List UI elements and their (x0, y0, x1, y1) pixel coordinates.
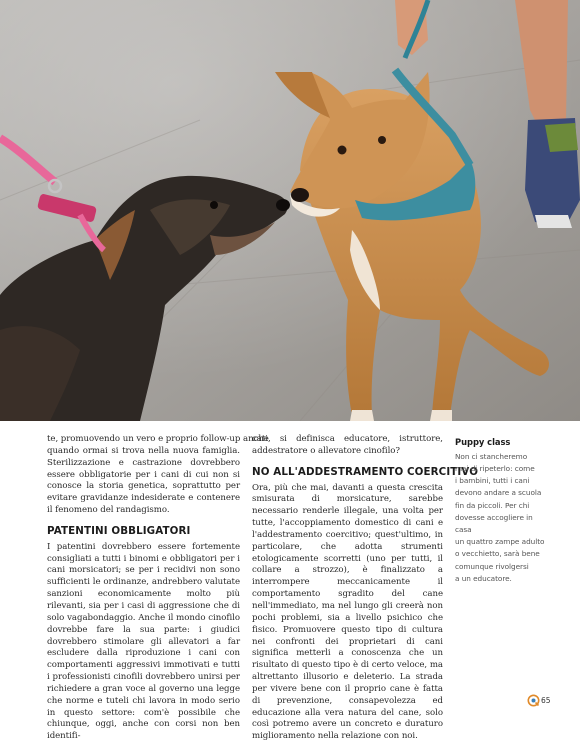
sidebar-line: i bambini, tutti i cani (455, 476, 530, 486)
sidebar-line: un quattro zampe adulto (455, 537, 545, 547)
magazine-logo-icon (527, 694, 540, 707)
tan-dog-nose (291, 188, 309, 202)
sidebar-line: fin da piccoli. Per chi (455, 500, 530, 510)
sidebar-line: comunque rivolgersi (455, 561, 529, 571)
sidebar-line: Non ci stancheremo (455, 451, 528, 461)
page-marker (527, 692, 551, 708)
column1-body: I patentini dovrebbero essere fortemente consigliati a tutti i binomi e obbligatori per i cani morsicatori; se per i recidivi non sono sufficienti le ordinanze, andrebbero valutate sanzioni economicamente molto più rilevanti, sia per i casi di aggressione che di solo vagabondaggio. Anche il mondo cinofilo dovrebbe fare la sua parte: i giudici dovrebbero stimolare gli allevatori a far escludere dalla riproduzione i cani con comportamenti aggressivi immotivati e tutti i professionisti cinofili dovrebbero unirsi per richiedere a gran voce al governo una legge che norme e tuteli chi lavora in modo serio in questo settore: com'è possibile che chiunque, oggi, anche con corsi non ben identifi- (47, 541, 240, 742)
tan-dog-eye (338, 146, 347, 155)
sidebar-line: o vecchietto, sarà bene (455, 549, 540, 559)
sidebar-line: mai di ripeterlo: come (455, 464, 535, 474)
sidebar-line: devono andare a scuola (455, 488, 542, 498)
column1-intro: quando ormai si trova nella nuova famiglia. Sterilizzazione e castrazione dovrebbero essere obbligatorie per i cani di cui non si conosce la storia genetica, soprattutto per evitare gravidanze indesiderate e contenere il fenomeno del randagismo. (47, 445, 240, 516)
sidebar-box-puppy-class (455, 437, 547, 585)
dark-dog-eye (210, 201, 218, 209)
heading-no-addestramento-coercitivo: NO ALL'ADDESTRAMENTO COERCITIVO (252, 465, 479, 478)
sidebar-body (455, 451, 547, 585)
sidebar-line: dovesse accogliere in casa (455, 512, 533, 535)
sidebar-line: a un educatore. (455, 573, 512, 583)
dark-dog-nose (276, 199, 290, 211)
column1-intro-first-line: te, promuovendo un vero e proprio follow-up anche (47, 434, 269, 444)
article-column-2 (252, 434, 479, 743)
column2-body: Ora, più che mai, davanti a questa crescita smisurata di morsicature, sarebbe necessario renderle illegale, una volta per tutte, l'accoppiamento domestico di cani e l'addestramento coercitivo; quest'ultimo, in particolare, che adotta strumenti etologicamente scorretti (uno per tutti, il collare a strozzo), è finalizzato a interrompere meccanicamente il comportamento sgradito del cane nell'immediato, ma nel lungo gli creerà non pochi problemi, sia a livello psichico che fisico. Promuovere questo tipo di cultura nei confronti dei proprietari di cani significa metterli a conoscenza che un risultato di questo tipo è di certo veloce, ma altrettanto illusorio e deleterio. La strada per vivere bene con il proprio cane è fatta di prevenzione, consapevolezza ed educazione alla vera natura del cane, solo così potremo avere un concreto e duraturo miglioramento nella relazione con noi. (252, 482, 443, 742)
heading-patentini-obbligatori: PATENTINI OBBLIGATORI (47, 524, 191, 537)
sidebar-title: Puppy class (455, 437, 511, 447)
column2-intro: cati, si definisca educatore, istruttore, addestratore o allevatore cinofilo? (252, 434, 443, 456)
page-number: 65 (541, 695, 551, 705)
article-column-1 (47, 434, 269, 743)
